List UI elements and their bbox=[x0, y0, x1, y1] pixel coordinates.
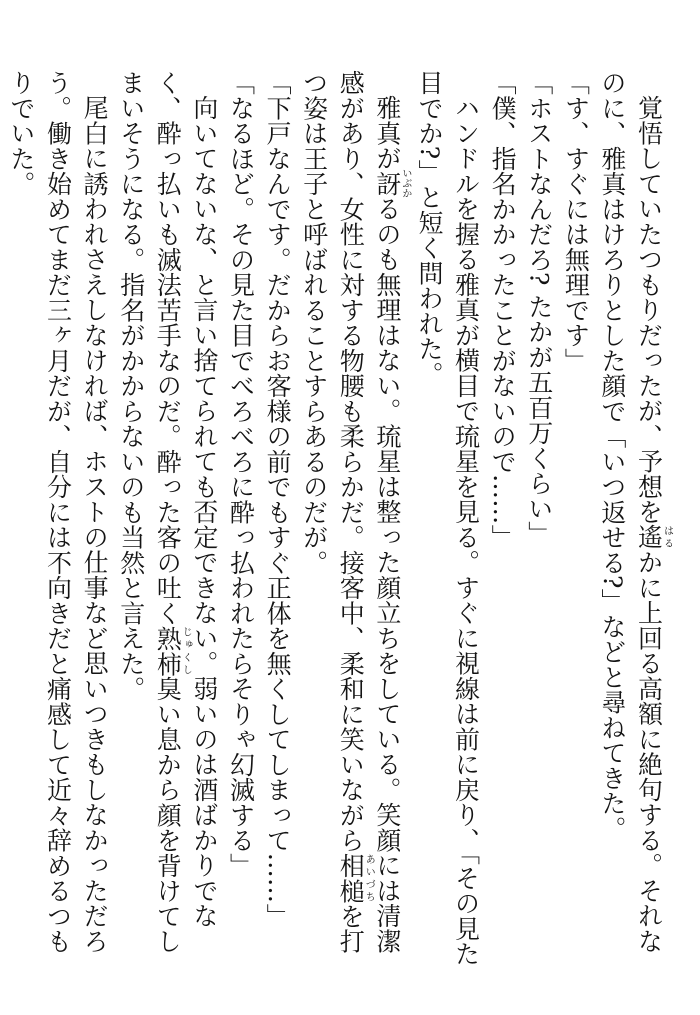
paragraph-4: ハンドルを握る雅真が横目で琉星を見る。すぐに視線は前に戻り、「その見た目でか?」と短く問われた。 bbox=[414, 70, 481, 967]
paragraph-2: 「ホストなんだろ? たかが五百万くらい」 bbox=[524, 70, 554, 547]
ruby-ibuka: 訝いぶか bbox=[372, 168, 411, 199]
paragraph-0: 覚悟していたつもりだったが、予想を遙はるかに上回る高額に絶句する。それなのに、雅真はけろりとした顔で「いつ返せる?」などと尋ねてきた。 bbox=[597, 70, 673, 954]
vertical-text-body bbox=[6, 70, 673, 975]
paragraph-3: 「僕、指名かかったことがないので……」 bbox=[488, 70, 518, 550]
paragraph-5: 雅真が訝いぶかるのも無理はない。琉星は整った顔立ちをしている。笑顔には清潔感があり、女性に対する物腰も柔らかだ。接客中、柔和に笑いながら相槌あいづちを打つ姿は王子と呼ばれることすらあるのだが。 bbox=[299, 70, 411, 954]
paragraph-8: 向いてないな、と言い捨てられても否定できない。弱いのは酒ばかりでなく、酔っ払いも滅法苦手なのだ。酔った客の吐く熟柿じゅくし臭い息から顔を背けてしまいそうになる。指名がかからないのも当然と言えた。 bbox=[116, 70, 219, 954]
paragraph-7: 「なるほど。その見た目でべろべろに酔っ払われたらそりゃ幻滅する」 bbox=[226, 70, 256, 878]
ruby-aizuchi: 相槌あいづち bbox=[336, 852, 375, 904]
ruby-haruka: 遙はる bbox=[634, 524, 673, 550]
paragraph-6: 「下戸なんです。だからお客様の前でもすぐ正体を無くしてしまって……」 bbox=[263, 70, 293, 929]
ruby-jukushi: 熟柿じゅくし bbox=[153, 625, 192, 676]
paragraph-9: 尾白に誘われさえしなければ、ホストの仕事など思いつきもしなかっただろう。働き始めてまだ三ヶ月だが、自分には不向きだと痛感して近々辞めるつもりでいた。 bbox=[6, 70, 110, 954]
paragraph-1: 「す、すぐには無理です」 bbox=[561, 70, 591, 373]
